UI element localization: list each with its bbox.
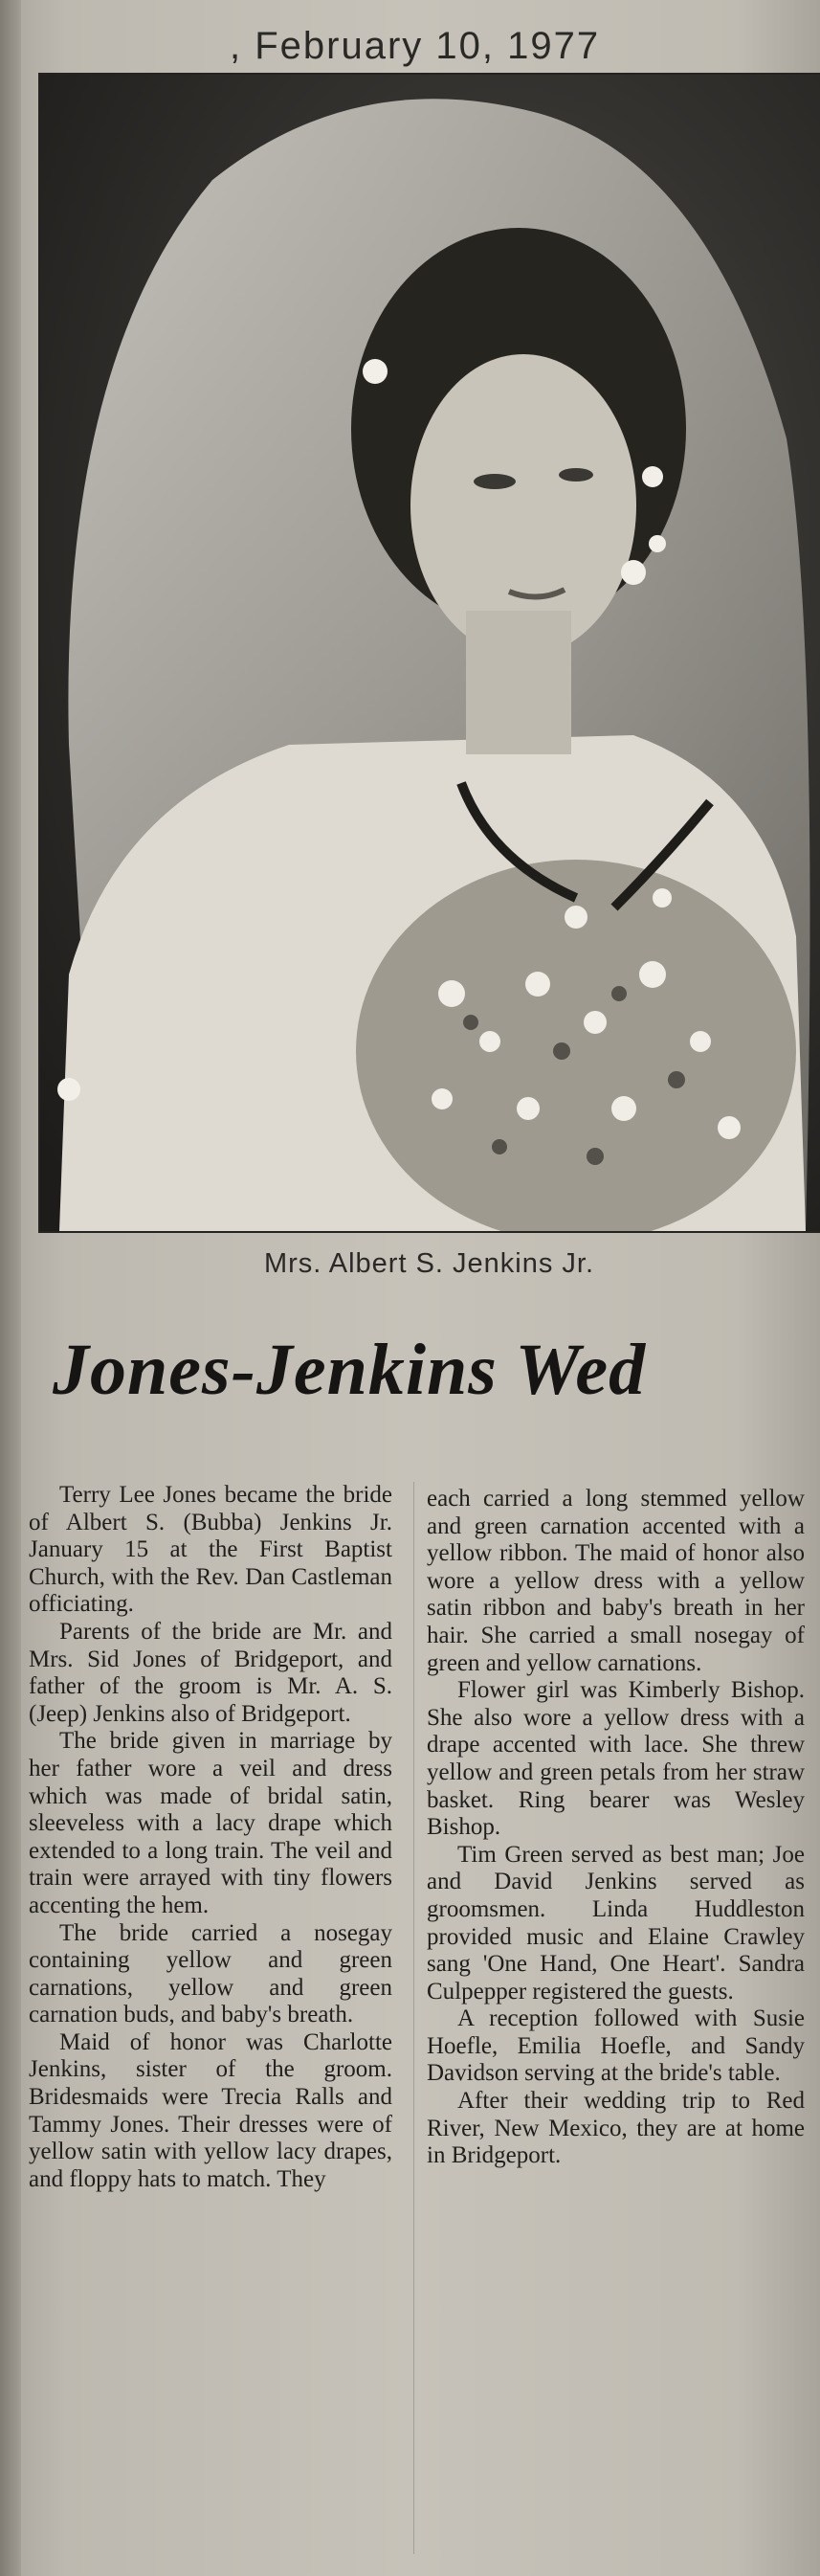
article-paragraph: Parents of the bride are Mr. and Mrs. Sid Jones of Bridgeport, and father of the groom is Mr. A. S. (Jeep) Jenkins also of Bridgeport. bbox=[29, 1618, 392, 1727]
dateline: , February 10, 1977 bbox=[230, 25, 601, 67]
column-divider bbox=[413, 1482, 414, 2554]
photo-caption bbox=[0, 1248, 820, 1280]
headline: Jones-Jenkins Wed bbox=[53, 1330, 647, 1410]
article-paragraph: each carried a long stemmed yellow and green carnation accented with a yellow ribbon. The maid of honor also wore a yellow dress with a yellow satin ribbon and baby's breath in her hair. She carried a small nosegay of green and yellow carnations. bbox=[427, 1486, 805, 1676]
article-paragraph: Maid of honor was Charlotte Jenkins, sister of the groom. Bridesmaids were Trecia Ralls and Tammy Jones. Their dresses were of yellow satin with yellow lacy drapes, and floppy hats to match. They bbox=[29, 2028, 392, 2192]
bride-photo-icon bbox=[40, 75, 820, 1231]
article-column-right bbox=[427, 1486, 805, 2170]
article-column-left bbox=[29, 1482, 392, 2193]
page-edge bbox=[0, 0, 21, 2576]
article-paragraph: Terry Lee Jones became the bride of Albert S. (Bubba) Jenkins Jr. January 15 at the First Baptist Church, with the Rev. Dan Castleman officiating. bbox=[29, 1482, 392, 1618]
article-paragraph: A reception followed with Susie Hoefle, Emilia Hoefle, and Sandy Davidson serving at the bride's table. bbox=[427, 2005, 805, 2087]
article-paragraph: After their wedding trip to Red River, New Mexico, they are at home in Bridgeport. bbox=[427, 2088, 805, 2169]
article-paragraph: Tim Green served as best man; Joe and David Jenkins served as groomsmen. Linda Huddleston provided music and Elaine Crawley sang 'One Hand, One Heart'. Sandra Culpepper registered the guests. bbox=[427, 1841, 805, 2005]
caption-text: Mrs. Albert S. Jenkins Jr. bbox=[263, 1248, 595, 1279]
article-paragraph: The bride given in marriage by her father wore a veil and dress which was made of bridal satin, sleeveless with a lacy drape which extended to a long train. The veil and train were arrayed with tiny flowers accenting the hem. bbox=[29, 1728, 392, 1918]
article-paragraph: The bride carried a nosegay containing yellow and green carnations, yellow and green carnation buds, and baby's breath. bbox=[29, 1919, 392, 2028]
bride-photo bbox=[38, 73, 820, 1233]
article-paragraph: Flower girl was Kimberly Bishop. She also wore a yellow dress with a drape accented with lace. She threw yellow and green petals from her straw basket. Ring bearer was Wesley Bishop. bbox=[427, 1677, 805, 1841]
